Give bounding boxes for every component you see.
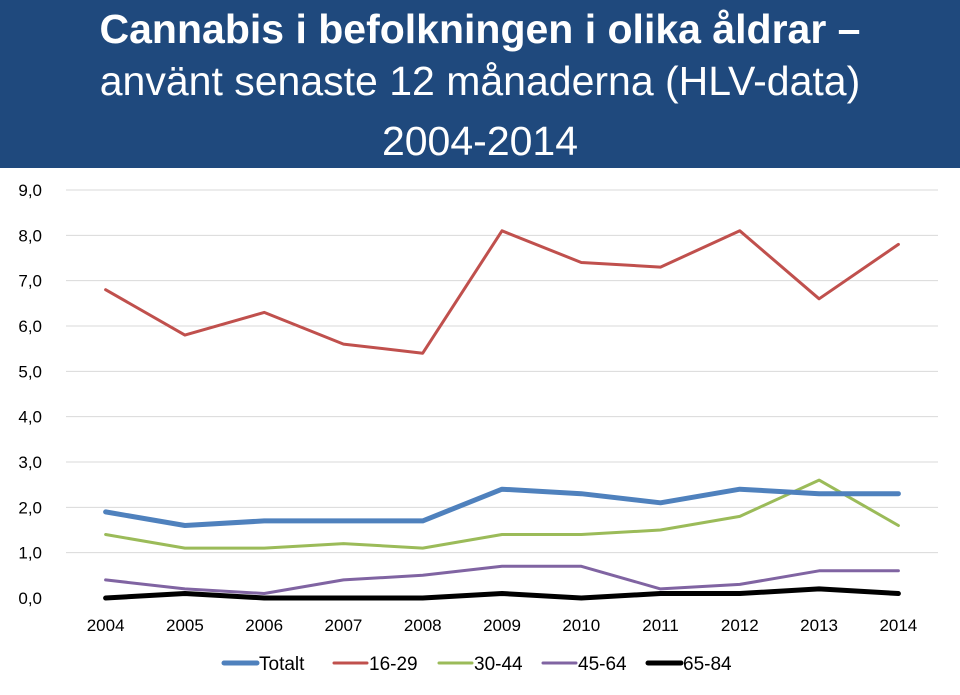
y-tick-label: 1,0 xyxy=(18,543,42,563)
gridlines xyxy=(66,190,938,553)
chart-title-line1: Cannabis i befolkningen i olika åldrar – xyxy=(99,6,861,52)
x-tick-label: 2011 xyxy=(642,616,679,635)
x-tick-label: 2013 xyxy=(800,616,839,635)
y-tick-label: 0,0 xyxy=(18,589,42,608)
y-axis-ticks xyxy=(18,181,42,608)
y-tick-label: 7,0 xyxy=(18,271,42,291)
y-tick-label: 3,0 xyxy=(18,453,42,472)
y-tick-label: 8,0 xyxy=(18,226,42,246)
y-tick-label: 2,0 xyxy=(18,498,42,518)
x-tick-label: 2010 xyxy=(562,616,601,635)
x-tick-label: 2012 xyxy=(720,616,759,635)
legend-label: 30-44 xyxy=(474,654,523,675)
legend-label: 45-64 xyxy=(578,654,627,675)
title-banner xyxy=(0,0,960,168)
x-tick-label: 2004 xyxy=(86,616,125,635)
y-tick-label: 4,0 xyxy=(18,407,42,427)
legend-label: Totalt xyxy=(259,654,305,675)
x-tick-label: 2009 xyxy=(483,616,521,635)
series-lines xyxy=(106,231,899,598)
x-tick-label: 2008 xyxy=(403,616,442,635)
y-tick-label: 5,0 xyxy=(18,362,42,382)
chart-title-line3: 2004-2014 xyxy=(381,118,579,164)
legend-label: 65-84 xyxy=(683,654,732,675)
series-line-16-29 xyxy=(106,231,899,353)
legend-label: 16-29 xyxy=(369,654,418,675)
x-tick-label: 2005 xyxy=(165,616,204,635)
chart-title-line2: använt senaste 12 månaderna (HLV-data) xyxy=(99,58,861,104)
y-tick-label: 9,0 xyxy=(18,181,42,200)
x-tick-label: 2014 xyxy=(879,616,918,635)
legend xyxy=(224,654,732,675)
y-tick-label: 6,0 xyxy=(18,317,42,336)
x-tick-label: 2006 xyxy=(245,616,284,635)
x-axis-ticks xyxy=(87,616,918,635)
x-tick-label: 2007 xyxy=(324,616,363,635)
